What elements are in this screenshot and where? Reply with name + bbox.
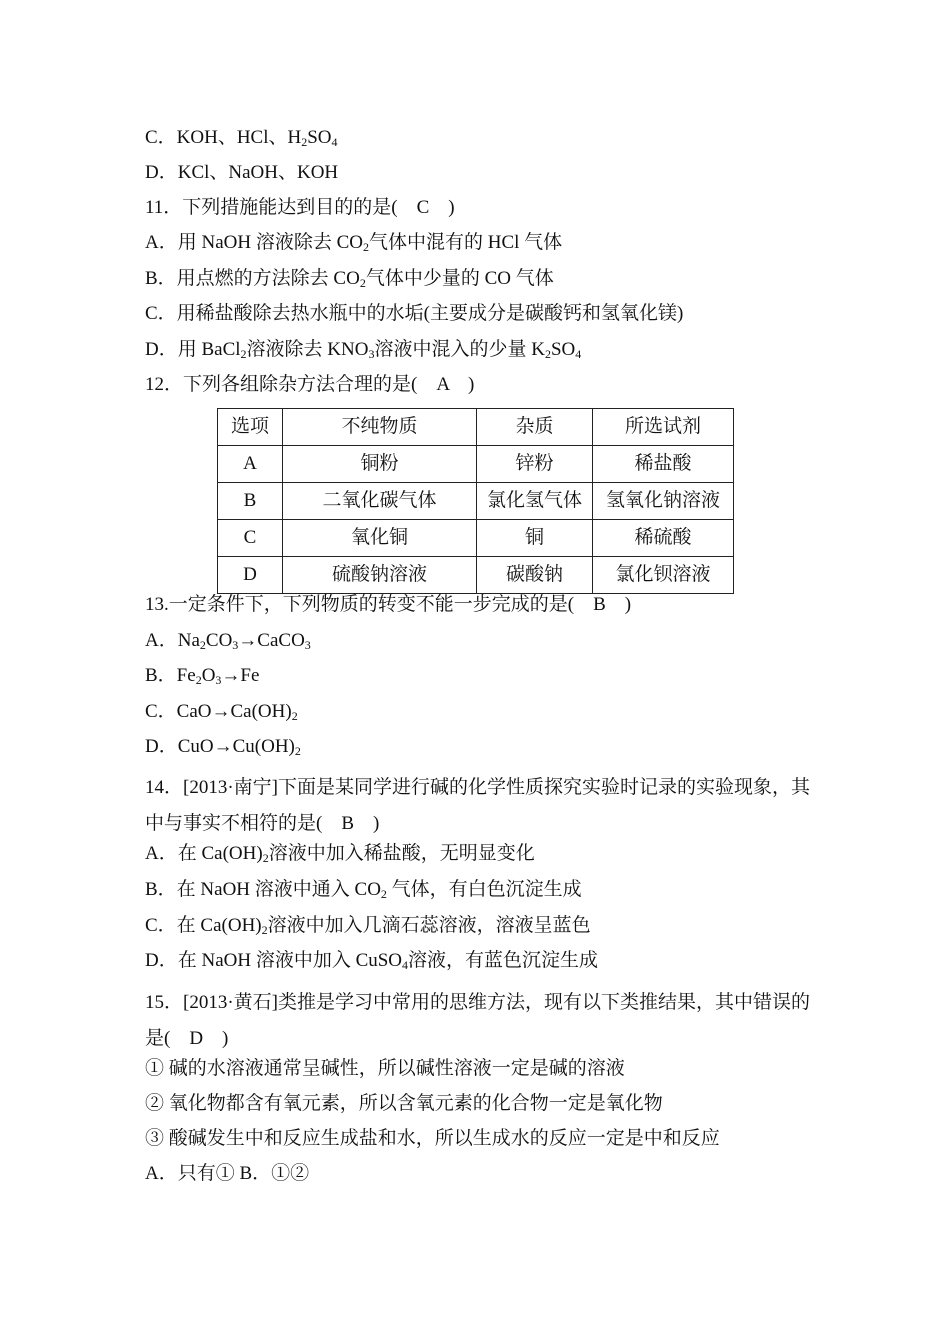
question-14: 14．[2013·南宁]下面是某同学进行碱的化学性质探究实验时记录的实验现象，其中与事实不相符的是( B ): [145, 777, 810, 834]
impurity-removal-table: [217, 408, 734, 594]
q14-option-c: C．在 $Ca(OH)_2$溶液中加入几滴石蕊溶液，溶液呈蓝色: [145, 915, 591, 937]
table-cell: 氢氧化钠溶液: [593, 483, 734, 520]
question-15: 15．[2013·黄石]类推是学习中常用的思维方法，现有以下类推结果，其中错误的是( D ): [145, 992, 810, 1049]
table-row: [218, 446, 734, 483]
q11-option-d: D．用 BaCl$_2$溶液除去 $KNO_3$溶液中混入的少量 $K_2SO_4$: [145, 339, 582, 361]
q11-option-c: C．用稀盐酸除去热水瓶中的水垢(主要成分是碳酸钙和氢氧化镁): [145, 303, 684, 324]
q15-statement-1: ① 碱的水溶液通常呈碱性，所以碱性溶液一定是碱的溶液: [145, 1058, 625, 1079]
table-cell: A: [218, 446, 283, 483]
table-cell: 氯化钡溶液: [593, 557, 734, 594]
table-row: [218, 483, 734, 520]
q10-option-d: D．KCl、NaOH、KOH: [145, 162, 339, 183]
q14-option-d: D．在 NaOH 溶液中加入 CuSO$_4$溶液，有蓝色沉淀生成: [145, 950, 599, 972]
q14-option-b: B．在 NaOH 溶液中通入 $CO_2$ 气体，有白色沉淀生成: [145, 879, 582, 901]
q11-option-b: B．用点燃的方法除去 $CO_2$气体中少量的 CO 气体: [145, 268, 554, 290]
q13-option-c: C．$CaO\to Ca(OH)_2$: [145, 701, 298, 723]
table-row: [218, 520, 734, 557]
q15-statement-2: ② 氧化物都含有氧元素，所以含氧元素的化合物一定是氧化物: [145, 1093, 663, 1114]
table-cell: C: [218, 520, 283, 557]
table-header-cell: 所选试剂: [593, 409, 734, 446]
table-cell: 稀硫酸: [593, 520, 734, 557]
question-11: 11．下列措施能达到目的的是( C ): [145, 197, 455, 218]
table-cell: 氯化氢气体: [477, 483, 593, 520]
table-row: [218, 557, 734, 594]
table-cell: D: [218, 557, 283, 594]
q13-option-a: A．$Na_2CO_3\to CaCO_3$: [145, 630, 311, 652]
table-header-cell: 选项: [218, 409, 283, 446]
table-cell: 稀盐酸: [593, 446, 734, 483]
q15-statement-3: ③ 酸碱发生中和反应生成盐和水，所以生成水的反应一定是中和反应: [145, 1128, 720, 1149]
question-13: 13.一定条件下，下列物质的转变不能一步完成的是( B ): [145, 594, 632, 615]
question-12: 12．下列各组除杂方法合理的是( A ): [145, 374, 475, 395]
q14-option-a: A．在 $Ca(OH)_2$溶液中加入稀盐酸，无明显变化: [145, 843, 535, 865]
q10-option-c: C．KOH、HCl、$H_2SO_4$: [145, 127, 338, 149]
table-header-cell: 杂质: [477, 409, 593, 446]
table-cell: 硫酸钠溶液: [283, 557, 477, 594]
table-cell: B: [218, 483, 283, 520]
table-cell: 铜粉: [283, 446, 477, 483]
table-cell: 二氧化碳气体: [283, 483, 477, 520]
q15-options-ab: A．只有① B．①②: [145, 1163, 310, 1184]
table-cell: 氧化铜: [283, 520, 477, 557]
table-cell: 铜: [477, 520, 593, 557]
q11-option-a: A．用 NaOH 溶液除去 $CO_2$气体中混有的 HCl 气体: [145, 232, 563, 254]
q13-option-b: B．$Fe_2O_3\to Fe$: [145, 665, 260, 687]
table-cell: 碳酸钠: [477, 557, 593, 594]
table-cell: 锌粉: [477, 446, 593, 483]
q13-option-d: D．$CuO\to Cu(OH)_2$: [145, 736, 301, 758]
table-header-cell: 不纯物质: [283, 409, 477, 446]
table-header-row: [218, 409, 734, 446]
